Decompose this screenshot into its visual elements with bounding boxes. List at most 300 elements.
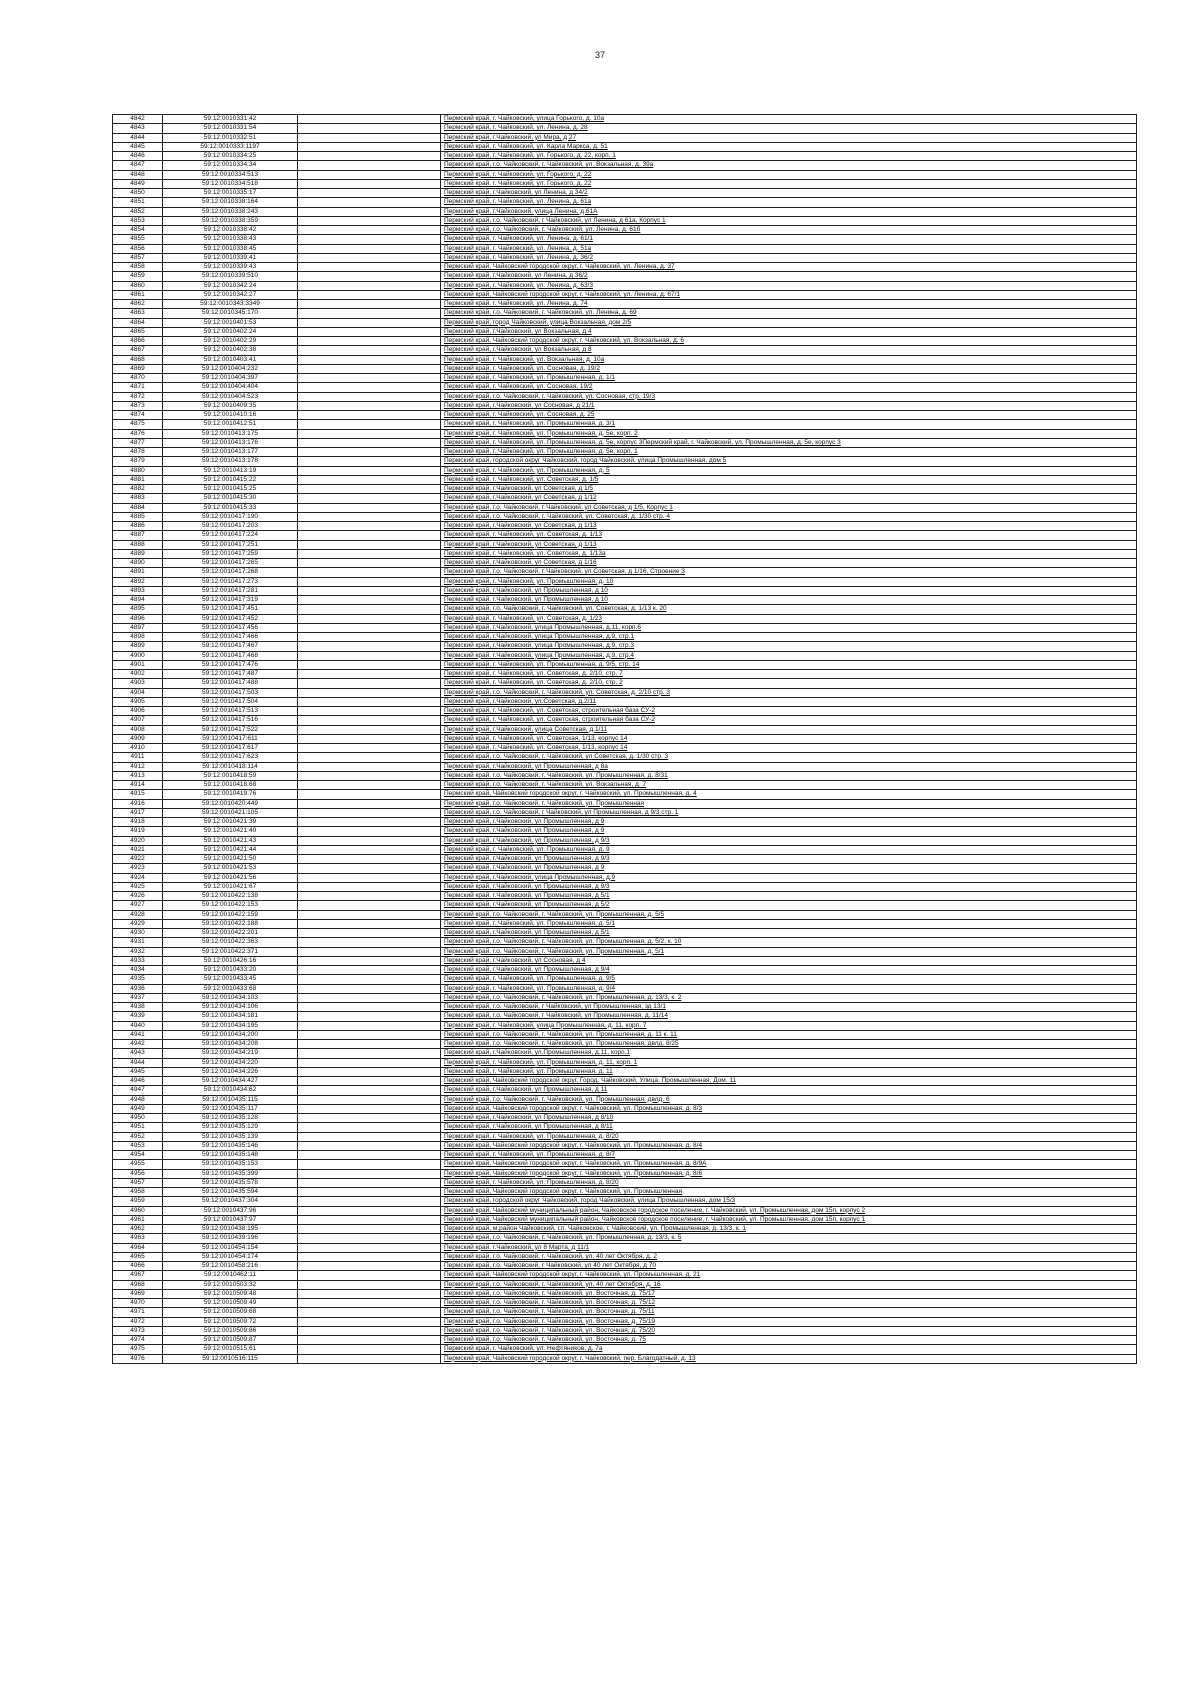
table-row (113, 512, 1137, 521)
address-cell: Пермский край, г.о. Чайковский, г. Чайковский, ул. Промышленная, д. 5/2, к. 10 (441, 938, 1137, 947)
table-row (113, 1225, 1137, 1234)
blank-cell (298, 189, 441, 198)
cadastral-number-cell: 59:12:0010434:219 (163, 1049, 298, 1058)
table-row (113, 1132, 1137, 1141)
cadastral-number-cell: 59:12:0010401:53 (163, 318, 298, 327)
row-number-cell: 4849 (113, 179, 163, 188)
cadastral-number-cell: 59:12:0010402:38 (163, 346, 298, 355)
blank-cell (298, 549, 441, 558)
row-number-cell: 4940 (113, 1021, 163, 1030)
cadastral-number-cell: 59:12:0010435:115 (163, 1095, 298, 1104)
cadastral-number-cell: 59:12:0010417:617 (163, 744, 298, 753)
table-row (113, 170, 1137, 179)
cadastral-number-cell: 59:12:0010421:40 (163, 827, 298, 836)
cadastral-number-cell: 59:12:0010412:51 (163, 420, 298, 429)
row-number-cell: 4926 (113, 892, 163, 901)
blank-cell (298, 346, 441, 355)
blank-cell (298, 457, 441, 466)
row-number-cell: 4869 (113, 364, 163, 373)
address-cell: Пермский край, Чайковский городской округ, г. Чайковский, ул. Промышленная, д. 8/3 (441, 1104, 1137, 1113)
cadastral-number-cell: 59:12:0010437:304 (163, 1197, 298, 1206)
cadastral-number-cell: 59:12:0010403:41 (163, 355, 298, 364)
cadastral-number-cell: 59:12:0010422:201 (163, 929, 298, 938)
address-cell: Пермский край, г.о. Чайковский, г. Чайковский, ул. Вокзальная, д. 7 (441, 781, 1137, 790)
blank-cell (298, 919, 441, 928)
row-number-cell: 4842 (113, 115, 163, 124)
address-cell: Пермский край, г.о. Чайковский, г. Чайковский, ул. Промышленная (441, 799, 1137, 808)
table-row (113, 919, 1137, 928)
address-cell: Пермский край, г. Чайковский, ул. Промышленная, д. 10 (441, 577, 1137, 586)
table-row (113, 142, 1137, 151)
address-cell: Пермский край, г. Чайковский, ул. Промышленная, д. 8/20 (441, 1178, 1137, 1187)
blank-cell (298, 1197, 441, 1206)
address-cell: Пермский край, г. Чайковский, ул. Горького, д. 22 (441, 170, 1137, 179)
blank-cell (298, 152, 441, 161)
address-cell: Пермский край, город Чайковский, улица Вокзальная, дом 2/5 (441, 318, 1137, 327)
row-number-cell: 4857 (113, 253, 163, 262)
row-number-cell: 4974 (113, 1336, 163, 1345)
table-row (113, 216, 1137, 225)
table-row (113, 531, 1137, 540)
address-cell: Пермский край, г. Чайковский, ул. Советская, д. 2/10, стр. 2 (441, 679, 1137, 688)
cadastral-number-cell: 59:12:0010417:281 (163, 586, 298, 595)
address-cell: Пермский край, г.Чайковский, ул Промышленная, д 9/4 (441, 966, 1137, 975)
address-cell: Пермский край, г.Чайковский, ул Промышленная, д 5/1 (441, 892, 1137, 901)
address-cell: Пермский край, г. Чайковский, ул. Промышленная, д. 9/4 (441, 984, 1137, 993)
table-row (113, 1336, 1137, 1345)
table-row (113, 485, 1137, 494)
row-number-cell: 4933 (113, 956, 163, 965)
address-cell: Пермский край, г.Чайковский, ул Ленина, д 36/2 (441, 272, 1137, 281)
row-number-cell: 4876 (113, 429, 163, 438)
row-number-cell: 4899 (113, 642, 163, 651)
address-cell: Пермский край, г.Чайковский, улица Промышленная, д.9, стр.3 (441, 642, 1137, 651)
row-number-cell: 4882 (113, 485, 163, 494)
cadastral-number-cell: 59:12:0010509:48 (163, 1289, 298, 1298)
row-number-cell: 4963 (113, 1234, 163, 1243)
address-cell: Пермский край, г.о. Чайковский, г. Чайковский, ул. Вокзальная, д. 39а (441, 161, 1137, 170)
row-number-cell: 4943 (113, 1049, 163, 1058)
address-cell: Пермский край, г.Чайковский, ул Промышленная, д 5/1 (441, 929, 1137, 938)
table-row (113, 734, 1137, 743)
row-number-cell: 4909 (113, 734, 163, 743)
blank-cell (298, 290, 441, 299)
blank-cell (298, 734, 441, 743)
cadastral-number-cell: 59:12:0010417:203 (163, 522, 298, 531)
address-cell: Пермский край, г. Чайковский, ул. Вокзальная, д. 10а (441, 355, 1137, 364)
table-row (113, 605, 1137, 614)
table-row (113, 466, 1137, 475)
row-number-cell: 4858 (113, 263, 163, 272)
cadastral-number-cell: 59:12:0010509:49 (163, 1299, 298, 1308)
table-row (113, 392, 1137, 401)
address-cell: Пермский край, Чайковский городской округ, г. Чайковский, ул. Вокзальная, д. 6 (441, 337, 1137, 346)
cadastral-number-cell: 59:12:0010435:129 (163, 1123, 298, 1132)
blank-cell (298, 836, 441, 845)
address-cell: Пермский край, г.о. Чайковский, г. Чайковский, ул. Восточная, д. 75/11 (441, 1308, 1137, 1317)
table-row (113, 688, 1137, 697)
cadastral-number-cell: 59:12:0010410:16 (163, 411, 298, 420)
row-number-cell: 4915 (113, 790, 163, 799)
address-cell: Пермский край, г. Чайковский, ул. Советская, 1/13, корпус 14 (441, 744, 1137, 753)
cadastral-number-cell: 59:12:0010516:115 (163, 1354, 298, 1363)
row-number-cell: 4902 (113, 670, 163, 679)
blank-cell (298, 697, 441, 706)
cadastral-number-cell: 59:12:0010422:138 (163, 892, 298, 901)
blank-cell (298, 966, 441, 975)
blank-cell (298, 1132, 441, 1141)
cadastral-number-cell: 59:12:0010417:319 (163, 596, 298, 605)
blank-cell (298, 466, 441, 475)
address-cell: Пермский край, г.Чайковский, ул Промышленная, д 9/3 (441, 836, 1137, 845)
row-number-cell: 4969 (113, 1289, 163, 1298)
row-number-cell: 4965 (113, 1252, 163, 1261)
blank-cell (298, 383, 441, 392)
row-number-cell: 4961 (113, 1215, 163, 1224)
address-cell: Пермский край, г. Чайковский, ул. Промышленная, д. 8/20 (441, 1132, 1137, 1141)
table-row (113, 1215, 1137, 1224)
blank-cell (298, 226, 441, 235)
address-cell: Пермский край, г. Чайковский, ул. Ленина, д. 74 (441, 300, 1137, 309)
address-cell: Пермский край, Чайковский городской округ, г. Чайковский, ул. Ленина, д. 37 (441, 263, 1137, 272)
row-number-cell: 4901 (113, 660, 163, 669)
address-cell: Пермский край, г. Чайковский, улица Промышленная, д. 11, корп. 7 (441, 1021, 1137, 1030)
row-number-cell: 4950 (113, 1114, 163, 1123)
address-cell: Пермский край, г. Чайковский, ул. Советская, строительная база СУ-2 (441, 707, 1137, 716)
cadastral-number-cell: 59:12:0010434:62 (163, 1086, 298, 1095)
address-cell: Пермский край, г. Чайковский, ул. Советская, д. 1/13а (441, 549, 1137, 558)
blank-cell (298, 651, 441, 660)
cadastral-number-cell: 59:12:0010404:523 (163, 392, 298, 401)
address-cell: Пермский край, г. Чайковский, ул. Промышленная, д. 9/5 (441, 975, 1137, 984)
address-cell: Пермский край, Чайковский городской округ, г. Чайковский, ул. Промышленная, д. 21 (441, 1271, 1137, 1280)
blank-cell (298, 781, 441, 790)
blank-cell (298, 1021, 441, 1030)
cadastral-number-cell: 59:12:0010404:404 (163, 383, 298, 392)
address-cell: Пермский край, Чайковский городской округ, г. Чайковский, ул. Промышленная (441, 1188, 1137, 1197)
address-cell: Пермский край, г. Чайковский, ул. Карла Маркса, д. 51 (441, 142, 1137, 151)
blank-cell (298, 374, 441, 383)
row-number-cell: 4847 (113, 161, 163, 170)
table-row (113, 272, 1137, 281)
row-number-cell: 4884 (113, 503, 163, 512)
cadastral-number-cell: 59:12:0010413:19 (163, 466, 298, 475)
blank-cell (298, 244, 441, 253)
row-number-cell: 4893 (113, 586, 163, 595)
table-row (113, 1160, 1137, 1169)
blank-cell (298, 660, 441, 669)
table-row (113, 235, 1137, 244)
table-row (113, 744, 1137, 753)
table-row (113, 1308, 1137, 1317)
cadastral-number-cell: 59:12:0010515:61 (163, 1345, 298, 1354)
address-cell: Пермский край, Чайковский городской округ, г. Чайковский, ул. Промышленная, д. 4 (441, 790, 1137, 799)
cadastral-number-cell: 59:12:0010417:452 (163, 614, 298, 623)
row-number-cell: 4866 (113, 337, 163, 346)
table-row (113, 161, 1137, 170)
blank-cell (298, 485, 441, 494)
row-number-cell: 4960 (113, 1206, 163, 1215)
address-cell: Пермский край, г.Чайковский, ул Сосновая, д 21/1 (441, 401, 1137, 410)
cadastral-number-cell: 59:12:0010509:72 (163, 1317, 298, 1326)
address-cell: Пермский край, г.о. Чайковский, г. Чайковский, ул. Советская, д. 1/13 к. 20 (441, 605, 1137, 614)
address-cell: Пермский край, г. Чайковский, ул. Советская, д. 2/10, стр. 7 (441, 670, 1137, 679)
table-row (113, 337, 1137, 346)
blank-cell (298, 568, 441, 577)
cadastral-number-cell: 59:12:0010434:181 (163, 1012, 298, 1021)
blank-cell (298, 1262, 441, 1271)
cadastral-number-cell: 59:12:0010417:487 (163, 670, 298, 679)
cadastral-number-cell: 59:12:0010345:170 (163, 309, 298, 318)
table-row (113, 198, 1137, 207)
address-cell: Пермский край, городской округ Чайковский, город Чайковский, улица Промышленная, дом 5 (441, 457, 1137, 466)
address-cell: Пермский край, Чайковский муниципальный район, Чайковское городское поселение, г. Чайковский, ул. Промышленная, дом 15п, корпус 1 (441, 1215, 1137, 1224)
cadastral-number-cell: 59:12:0010435:148 (163, 1151, 298, 1160)
address-cell: Пермский край, г. Чайковский, ул. Горького, д. 22, корп. 1 (441, 152, 1137, 161)
address-cell: Пермский край, г.Чайковский, ул Ленина, д 34/2 (441, 189, 1137, 198)
blank-cell (298, 512, 441, 521)
table-row (113, 901, 1137, 910)
blank-cell (298, 1104, 441, 1113)
row-number-cell: 4972 (113, 1317, 163, 1326)
cadastral-number-cell: 59:12:0010415:22 (163, 475, 298, 484)
table-row (113, 1280, 1137, 1289)
table-row (113, 1188, 1137, 1197)
table-row (113, 707, 1137, 716)
table-row (113, 1271, 1137, 1280)
row-number-cell: 4941 (113, 1030, 163, 1039)
address-cell: Пермский край, г.о. Чайковский, г. Чайковский, ул. Советская, д. 1/30 стр. 4 (441, 512, 1137, 521)
address-cell: Пермский край, г.о. Чайковский, г. Чайковский, ул. Промышленная, д. 11 к. 11 (441, 1030, 1137, 1039)
row-number-cell: 4946 (113, 1077, 163, 1086)
cadastral-number-cell: 59:12:0010454:154 (163, 1243, 298, 1252)
blank-cell (298, 901, 441, 910)
row-number-cell: 4930 (113, 929, 163, 938)
table-row (113, 1299, 1137, 1308)
address-cell: Пермский край, г.Чайковский, ул Промышленная, д 10 (441, 596, 1137, 605)
table-row (113, 494, 1137, 503)
cadastral-number-cell: 59:12:0010462:11 (163, 1271, 298, 1280)
table-row (113, 253, 1137, 262)
cadastral-number-cell: 59:12:0010418:68 (163, 781, 298, 790)
cadastral-number-cell: 59:12:0010422:363 (163, 938, 298, 947)
address-cell: Пермский край, г.Чайковский, ул Промышленная, д 8/10 (441, 1114, 1137, 1123)
row-number-cell: 4914 (113, 781, 163, 790)
address-cell: Пермский край, г.о. Чайковский, г. Чайковский, ул. Промышленная, д. 13/3, к. 2 (441, 993, 1137, 1002)
cadastral-number-cell: 59:12:0010331:42 (163, 115, 298, 124)
row-number-cell: 4864 (113, 318, 163, 327)
address-cell: Пермский край, г. Чайковский, ул. Промышленная, д. 5е, корпус 3Пермский край, г. Чайковский, ул. Промышленная, д. 5е, корпус 3 (441, 438, 1137, 447)
cadastral-number-cell: 59:12:0010415:33 (163, 503, 298, 512)
row-number-cell: 4927 (113, 901, 163, 910)
blank-cell (298, 179, 441, 188)
table-row (113, 503, 1137, 512)
address-cell: Пермский край, г.о. Чайковский, г. Чайковский, ул. 40 лет Октября, д. 2 (441, 1252, 1137, 1261)
row-number-cell: 4865 (113, 327, 163, 336)
blank-cell (298, 855, 441, 864)
table-row (113, 475, 1137, 484)
row-number-cell: 4944 (113, 1058, 163, 1067)
address-cell: Пермский край, г.Чайковский, улица Промышленная, д.9, стр.4 (441, 651, 1137, 660)
address-cell: Пермский край, г.Чайковский, ул Промышленная, д 11 (441, 1086, 1137, 1095)
blank-cell (298, 1336, 441, 1345)
address-cell: Пермский край, г.Чайковский, ул Сосновая, д 4 (441, 956, 1137, 965)
table-row (113, 1003, 1137, 1012)
cadastral-number-cell: 59:12:0010435:128 (163, 1114, 298, 1123)
table-row (113, 263, 1137, 272)
cadastral-number-cell: 59:12:0010334:25 (163, 152, 298, 161)
address-cell: Пермский край, г.Чайковский, ул Советская, д 1/5 (441, 485, 1137, 494)
table-row (113, 855, 1137, 864)
address-cell: Пермский край, Чайковский муниципальный район, Чайковское городское поселение, г. Чайковский, ул. Промышленная, дом 15п, корпус 2 (441, 1206, 1137, 1215)
row-number-cell: 4856 (113, 244, 163, 253)
address-cell: Пермский край, г.Чайковский, улица Советская, д.1/11 (441, 725, 1137, 734)
cadastral-number-cell: 59:12:0010421:67 (163, 882, 298, 891)
cadastral-number-cell: 59:12:0010415:30 (163, 494, 298, 503)
table-row (113, 1095, 1137, 1104)
address-cell: Пермский край, г.Чайковский, ул Вокзальная, д 8 (441, 346, 1137, 355)
blank-cell (298, 263, 441, 272)
cadastral-number-cell: 59:12:0010435:139 (163, 1132, 298, 1141)
address-cell: Пермский край, г.Чайковский, ул Мира, д 27 (441, 133, 1137, 142)
table-row (113, 753, 1137, 762)
blank-cell (298, 1252, 441, 1261)
cadastral-number-cell: 59:12:0010435:117 (163, 1104, 298, 1113)
cadastral-number-cell: 59:12:0010454:174 (163, 1252, 298, 1261)
address-cell: Пермский край, г. Чайковский, ул. Сосновая, 19/2 (441, 383, 1137, 392)
cadastral-number-cell: 59:12:0010417:516 (163, 716, 298, 725)
address-cell: Пермский край, г.о. Чайковский, г Чайковский, ул Промышленная, зд 13/1 (441, 1003, 1137, 1012)
blank-cell (298, 401, 441, 410)
table-row (113, 457, 1137, 466)
table-row (113, 429, 1137, 438)
table-row (113, 818, 1137, 827)
row-number-cell: 4951 (113, 1123, 163, 1132)
row-number-cell: 4900 (113, 651, 163, 660)
address-cell: Пермский край, г.о. Чайковский, г. Чайковский, ул. Восточная, д. 75/12 (441, 1299, 1137, 1308)
address-cell: Пермский край, г.о. Чайковский, г. Чайковский, ул Советская, д. 1/30 стр. 3 (441, 753, 1137, 762)
blank-cell (298, 1326, 441, 1335)
row-number-cell: 4891 (113, 568, 163, 577)
cadastral-number-cell: 59:12:0010338:45 (163, 244, 298, 253)
blank-cell (298, 1123, 441, 1132)
table-row (113, 318, 1137, 327)
table-row (113, 910, 1137, 919)
address-cell: Пермский край, г. Чайковский, ул. Ленина, д. 61а (441, 198, 1137, 207)
address-cell: Пермский край, г.о. Чайковский, г Чайковский, ул Промышленная, д. 11/14 (441, 1012, 1137, 1021)
row-number-cell: 4892 (113, 577, 163, 586)
row-number-cell: 4956 (113, 1169, 163, 1178)
address-cell: Пермский край, г.Чайковский, ул Промышленная, д 9/3 (441, 882, 1137, 891)
row-number-cell: 4861 (113, 290, 163, 299)
blank-cell (298, 1308, 441, 1317)
row-number-cell: 4939 (113, 1012, 163, 1021)
address-cell: Пермский край, г. Чайковский, ул. Советская, д. 1/5 (441, 475, 1137, 484)
cadastral-number-cell: 59:12:0010435:399 (163, 1169, 298, 1178)
table-row (113, 882, 1137, 891)
blank-cell (298, 679, 441, 688)
address-cell: Пермский край, г.Чайковский, ул.Советская, д.2/11 (441, 697, 1137, 706)
cadastral-number-cell: 59:12:0010439:196 (163, 1234, 298, 1243)
row-number-cell: 4903 (113, 679, 163, 688)
cadastral-number-cell: 59:12:0010434:103 (163, 993, 298, 1002)
cadastral-number-cell: 59:12:0010417:503 (163, 688, 298, 697)
cadastral-number-cell: 59:12:0010422:371 (163, 947, 298, 956)
row-number-cell: 4922 (113, 855, 163, 864)
table-row (113, 586, 1137, 595)
address-cell: Пермский край, г. Чайковский, ул. Промышленная, д. 11 (441, 1067, 1137, 1076)
row-number-cell: 4920 (113, 836, 163, 845)
blank-cell (298, 808, 441, 817)
blank-cell (298, 161, 441, 170)
table-row (113, 522, 1137, 531)
blank-cell (298, 253, 441, 262)
table-row (113, 771, 1137, 780)
cadastral-number-cell: 59:12:0010418:59 (163, 771, 298, 780)
cadastral-number-cell: 59:12:0010402:24 (163, 327, 298, 336)
row-number-cell: 4848 (113, 170, 163, 179)
table-row (113, 1178, 1137, 1187)
blank-cell (298, 716, 441, 725)
address-cell: Пермский край, г.о. Чайковский, г Чайковский, ул Ленина, д 61а, Корпус 1 (441, 216, 1137, 225)
address-cell: Пермский край, городской округ Чайковский, город Чайковский, улица Промышленная, дом 15/3 (441, 1197, 1137, 1206)
blank-cell (298, 864, 441, 873)
table-row (113, 1234, 1137, 1243)
cadastral-number-cell: 59:12:0010338:42 (163, 226, 298, 235)
table-row (113, 790, 1137, 799)
blank-cell (298, 605, 441, 614)
table-row (113, 207, 1137, 216)
table-row (113, 1252, 1137, 1261)
table-row (113, 1067, 1137, 1076)
row-number-cell: 4955 (113, 1160, 163, 1169)
table-row (113, 1058, 1137, 1067)
table-row (113, 966, 1137, 975)
row-number-cell: 4967 (113, 1271, 163, 1280)
table-row (113, 300, 1137, 309)
address-cell: Пермский край, г. Чайковский, ул. Советская, д. 1/13 (441, 531, 1137, 540)
table-row (113, 799, 1137, 808)
table-row (113, 327, 1137, 336)
blank-cell (298, 1160, 441, 1169)
table-row (113, 281, 1137, 290)
table-row (113, 244, 1137, 253)
row-number-cell: 4919 (113, 827, 163, 836)
address-cell: Пермский край, г.о. Чайковский, г. Чайковский, ул. Восточная, д. 75/17 (441, 1289, 1137, 1298)
blank-cell (298, 522, 441, 531)
blank-cell (298, 744, 441, 753)
row-number-cell: 4880 (113, 466, 163, 475)
blank-cell (298, 1012, 441, 1021)
row-number-cell: 4954 (113, 1151, 163, 1160)
table-row (113, 633, 1137, 642)
table-row (113, 1317, 1137, 1326)
address-cell: Пермский край, г. Чайковский, ул. Советская, 1/13, корпус 14 (441, 734, 1137, 743)
blank-cell (298, 1225, 441, 1234)
registry-table (112, 114, 1137, 1364)
address-cell: Пермский край, г.о. Чайковский, г. Чайковский, ул. Промышленная, д. 13/3, к. 5 (441, 1234, 1137, 1243)
address-cell: Пермский край, г.о. Чайковский, г Чайковский, ул Промышленная, д 9/3 стр. 1 (441, 808, 1137, 817)
row-number-cell: 4935 (113, 975, 163, 984)
row-number-cell: 4875 (113, 420, 163, 429)
cadastral-number-cell: 59:12:0010422:159 (163, 910, 298, 919)
address-cell: Пермский край, г.Чайковский, ул Советская, д 1/16 (441, 559, 1137, 568)
blank-cell (298, 688, 441, 697)
blank-cell (298, 503, 441, 512)
address-cell: Пермский край, Чайковский городской округ, г. Чайковский, ул. Промышленная, д. 8/6 (441, 1169, 1137, 1178)
row-number-cell: 4846 (113, 152, 163, 161)
blank-cell (298, 235, 441, 244)
